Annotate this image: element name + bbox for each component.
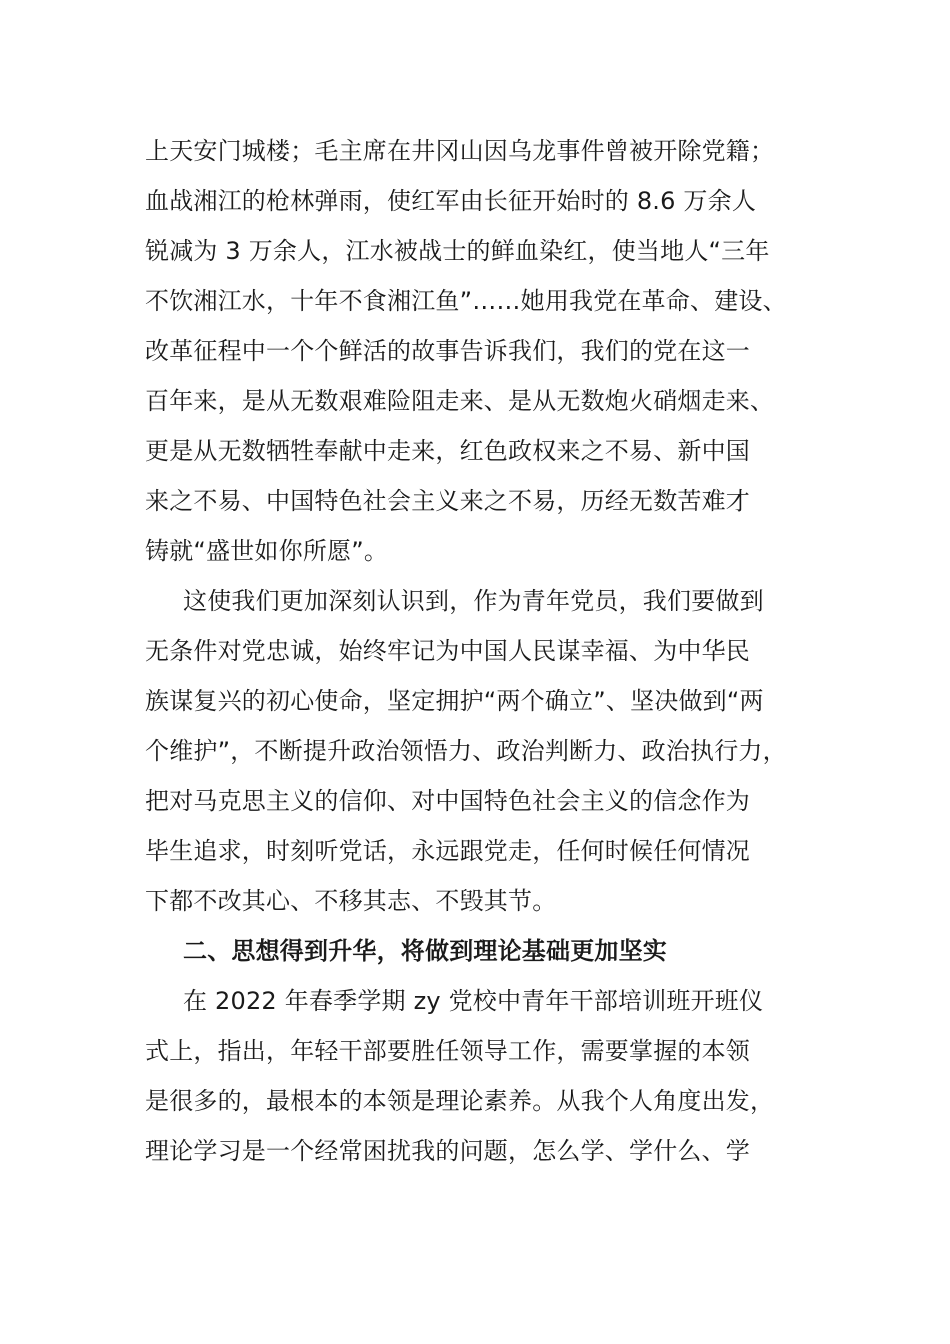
section-heading: 二、思想得到升华，将做到理论基础更加坚实 bbox=[183, 937, 667, 965]
text-line: 毕生追求，时刻听党话，永远跟党走，任何时候任何情况 bbox=[145, 837, 750, 865]
text-line: 不饮湘江水，十年不食湘江鱼”……她用我党在革命、建设、 bbox=[145, 287, 787, 315]
paragraph-first-line: 这使我们更加深刻认识到，作为青年党员，我们要做到 bbox=[183, 587, 764, 615]
text-line: 无条件对党忠诚，始终牢记为中国人民谋幸福、为中华民 bbox=[145, 637, 750, 665]
text-line: 铸就“盛世如你所愿”。 bbox=[145, 537, 389, 565]
text-line: 更是从无数牺牲奉献中走来，红色政权来之不易、新中国 bbox=[145, 437, 750, 465]
text-line: 下都不改其心、不移其志、不毁其节。 bbox=[145, 887, 557, 915]
text-line: 锐减为 3 万余人，江水被战士的鲜血染红，使当地人“三年 bbox=[145, 237, 770, 265]
text-line: 上天安门城楼；毛主席在井冈山因乌龙事件曾被开除党籍； bbox=[145, 137, 775, 165]
text-line: 来之不易、中国特色社会主义来之不易，历经无数苦难才 bbox=[145, 487, 750, 515]
text-line: 式上，指出，年轻干部要胜任领导工作，需要掌握的本领 bbox=[145, 1037, 750, 1065]
text-line: 理论学习是一个经常困扰我的问题，怎么学、学什么、学 bbox=[145, 1137, 750, 1165]
text-line: 个维护”，不断提升政治领悟力、政治判断力、政治执行力， bbox=[145, 737, 787, 765]
text-line: 把对马克思主义的信仰、对中国特色社会主义的信念作为 bbox=[145, 787, 750, 815]
text-line: 百年来，是从无数艰难险阻走来、是从无数炮火硝烟走来、 bbox=[145, 387, 775, 415]
text-line: 血战湘江的枪林弹雨，使红军由长征开始时的 8.6 万余人 bbox=[145, 187, 757, 215]
text-line: 是很多的，最根本的本领是理论素养。从我个人角度出发， bbox=[145, 1087, 775, 1115]
text-line: 族谋复兴的初心使命，坚定拥护“两个确立”、坚决做到“两 bbox=[145, 687, 764, 715]
paragraph-first-line: 在 2022 年春季学期 zy 党校中青年干部培训班开班仪 bbox=[183, 987, 764, 1015]
text-line: 改革征程中一个个鲜活的故事告诉我们，我们的党在这一 bbox=[145, 337, 750, 365]
